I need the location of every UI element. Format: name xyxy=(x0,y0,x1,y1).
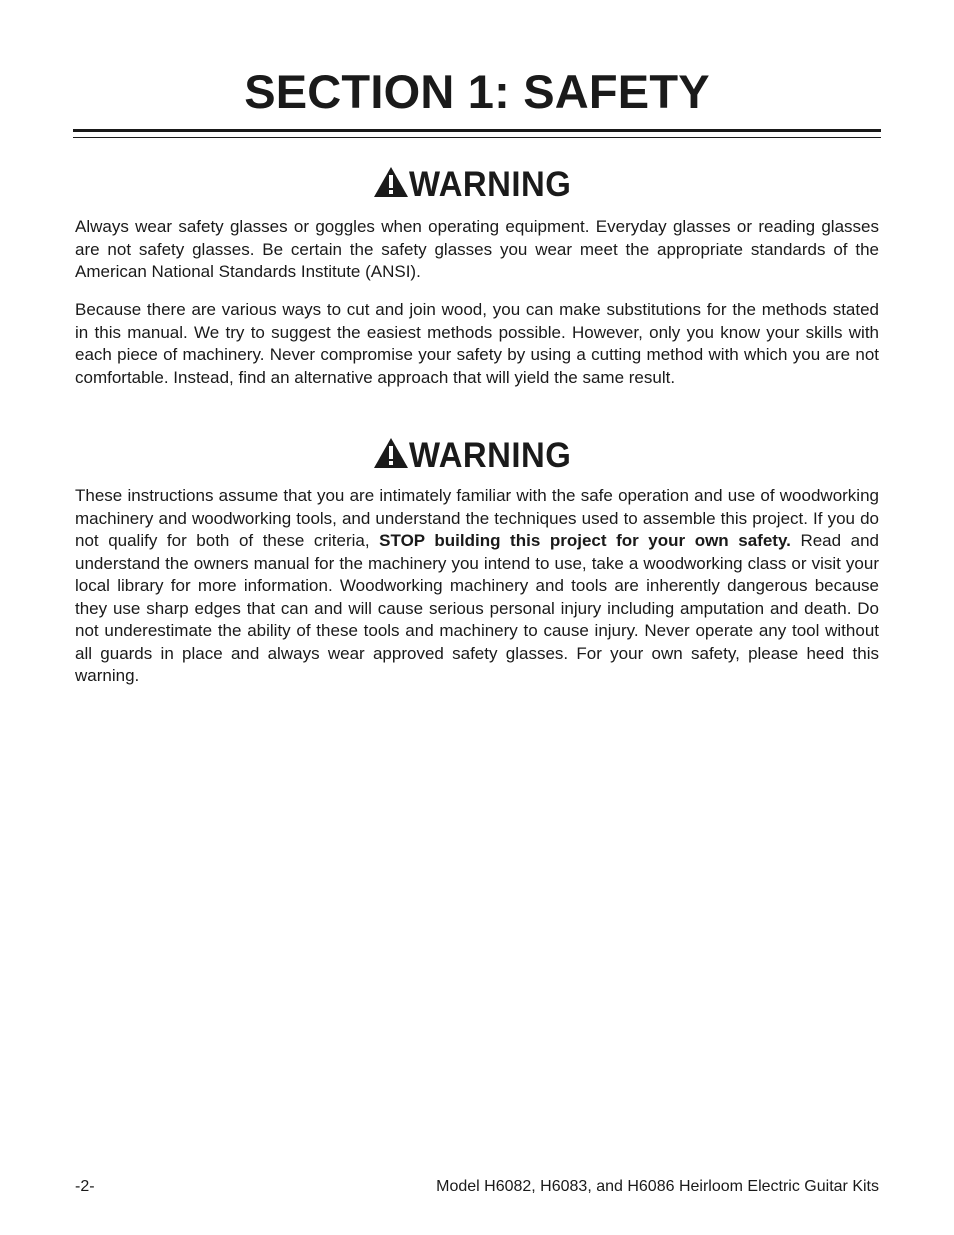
substitutions-paragraph: Because there are various ways to cut and join wood, you can make substitutions for the methods stated in this manual. We try to suggest the easiest methods possible. However, only you know your skills with each piece of machinery. Never compromise your safety by using a cutting method with which you are not comfortable. Instead, find an alternative approach that will yield the same result. xyxy=(75,300,879,387)
title-rule-thin xyxy=(73,137,881,138)
warning-triangle-icon xyxy=(373,437,409,469)
warning-triangle-icon xyxy=(373,166,409,198)
warning-header-2 xyxy=(0,436,954,476)
warning-label: WARNING xyxy=(408,165,571,204)
warning-1-text: Always wear safety glasses or goggles when operating equipment. Everyday glasses or reading glasses are not safety glasses. Be certain the safety glasses you wear meet the appropriate standards of the American National Standards Institute (ANSI). xyxy=(75,217,879,281)
warning-header-1 xyxy=(0,165,954,205)
warning-2-text-start: These instructions assume that you are intimately familiar with the safe operation and use of woodworking machinery and woodworking tools, and understand the techniques used to assemble this project. If you do not qualify for both of these criteria, xyxy=(75,486,879,550)
title-rule-thick xyxy=(73,129,881,132)
warning-2-stop-emphasis: STOP building this project for your own safety. xyxy=(379,531,791,550)
warning-2-text-end: Read and understand the owners manual for the machinery you intend to use, take a woodworking class or visit your local library for more information. Woodworking machinery and tools are inherently dangerous because they use sharp edges that can and will cause serious personal injury including amputation and death. Do not underestimate the ability of these tools and machinery to cause injury. Never operate any tool without all guards in place and always wear approved safety glasses. For your own safety, please heed this warning. xyxy=(75,531,880,685)
page-title: SECTION 1: SAFETY xyxy=(244,65,710,118)
warning-label: WARNING xyxy=(408,436,571,475)
page-number: -2- xyxy=(75,1178,95,1195)
warning-2-text xyxy=(75,485,879,688)
footer-model-text: Model H6082, H6083, and H6086 Heirloom Electric Guitar Kits xyxy=(436,1178,879,1195)
